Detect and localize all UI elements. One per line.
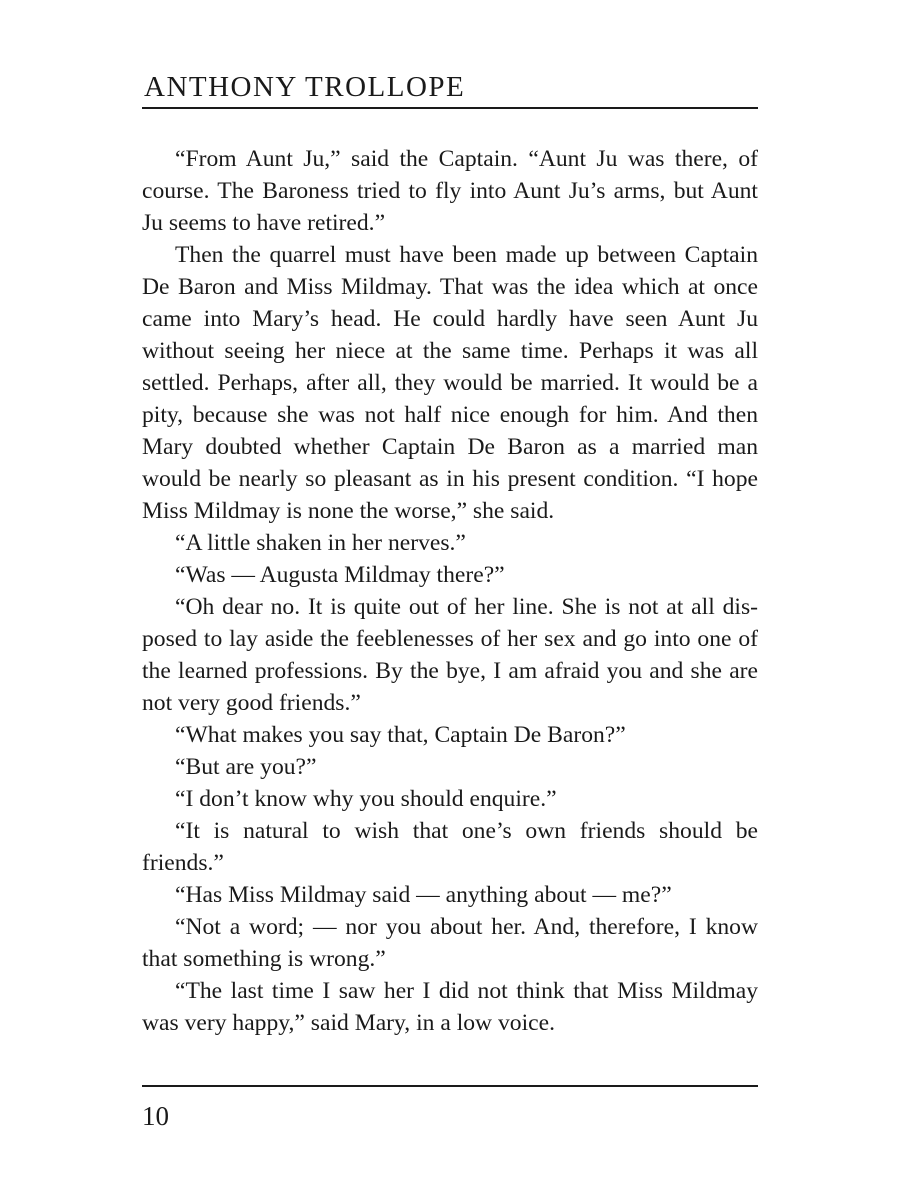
paragraph: “A little shaken in her nerves.” xyxy=(175,530,466,556)
paragraph: Then the quarrel must have been made up between Captain De Baron and Miss Mildmay. That was the idea which at once came into Mary’s head. He could hardly have seen Aunt Ju without seeing her niece at the same time. Perhaps it was all settled. Perhaps, after all, they would be married. It would be a pity, because she was not half nice enough for him. And then Mary doubted whether Captain De Baron as a married man would be nearly so pleasant as in his present condition. “I hope Miss Mildmay is none the worse,” she said. xyxy=(142,242,758,524)
body-text xyxy=(142,143,758,1039)
paragraph: “Has Miss Mildmay said — anything about — me?” xyxy=(175,882,672,908)
page-footer xyxy=(142,1085,758,1131)
paragraph: “It is natural to wish that one’s own friends should be friends.” xyxy=(142,818,758,876)
header-rule xyxy=(142,107,758,109)
paragraph: “But are you?” xyxy=(175,754,317,780)
paragraph: “From Aunt Ju,” said the Captain. “Aunt Ju was there, of course. The Baroness tried to fly into Aunt Ju’s arms, but Aunt Ju seems to have retired.” xyxy=(142,146,758,236)
paragraph: “I don’t know why you should enquire.” xyxy=(175,786,557,812)
paragraph: “What makes you say that, Captain De Baron?” xyxy=(175,722,626,748)
running-head: ANTHONY TROLLOPE xyxy=(144,71,466,103)
footer-rule xyxy=(142,1085,758,1087)
paragraph: “The last time I saw her I did not think that Miss Mildmay was very happy,” said Mary, in a low voice. xyxy=(142,978,758,1036)
paragraph: “Was — Augusta Mildmay there?” xyxy=(175,562,505,588)
paragraph: “Not a word; — nor you about her. And, therefore, I know that something is wrong.” xyxy=(142,914,758,972)
page-number: 10 xyxy=(142,1101,169,1131)
page-header xyxy=(142,70,758,109)
paragraph: “Oh dear no. It is quite out of her line. She is not at all disposed to lay aside the feeblenesses of her sex and go into one of the learned professions. By the bye, I am afraid you and she are not very good friends.” xyxy=(142,594,758,716)
